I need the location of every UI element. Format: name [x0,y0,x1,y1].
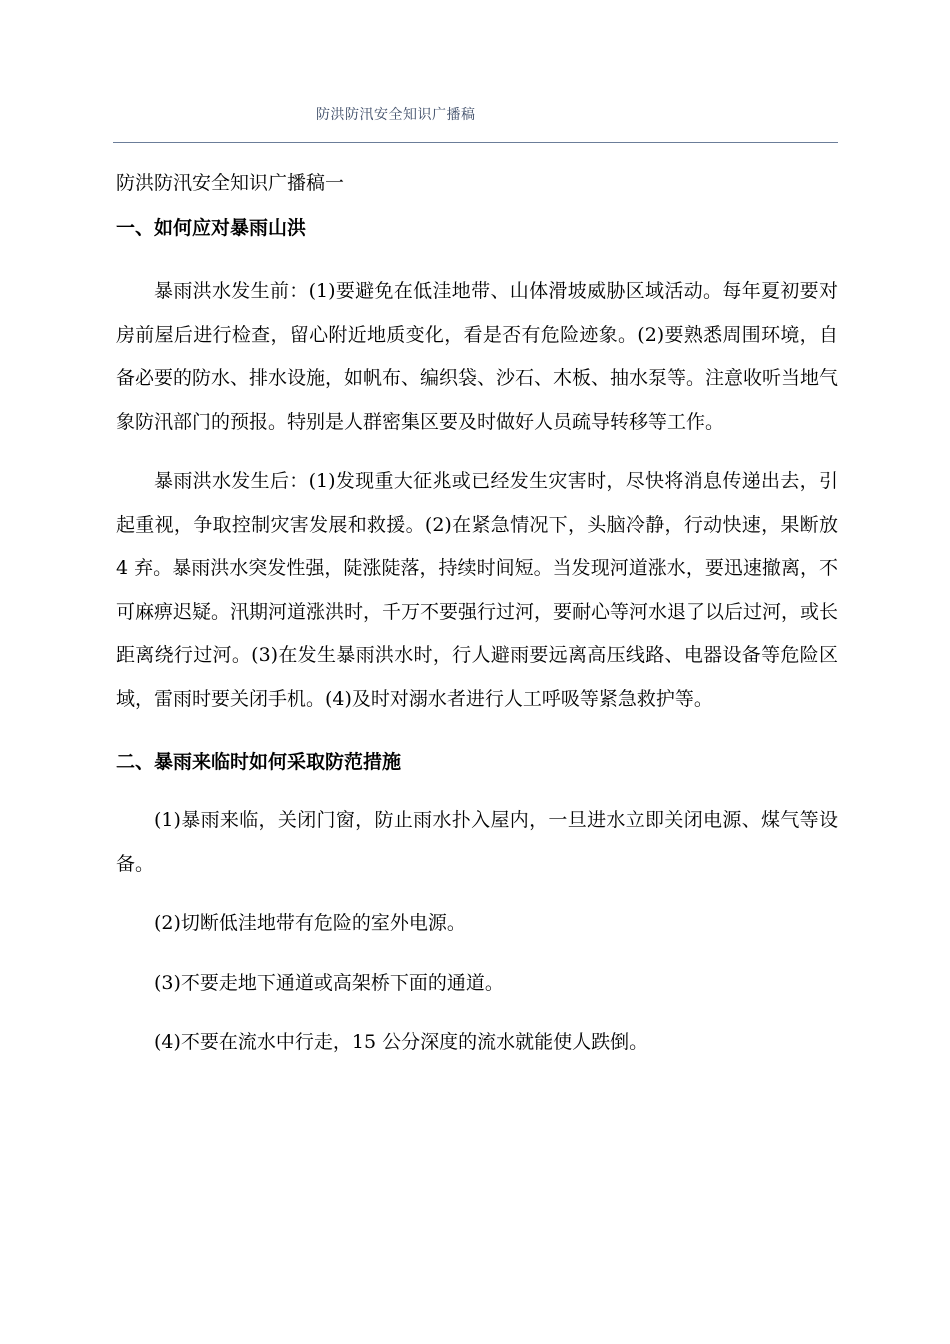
measure-item-3: (3)不要走地下通道或高架桥下面的通道。 [154,971,504,994]
measure-item-2: (2)切断低洼地带有危险的室外电源。 [154,912,466,934]
running-header-title: 防洪防汛安全知识广播稿 [316,107,476,123]
measure-item-1: (1)暴雨来临，关闭门窗，防止雨水扑入屋内，一旦进水立即关闭电源、煤气等设备。 [116,809,838,875]
document-body [116,160,838,1065]
document-title: 防洪防汛安全知识广播稿一 [116,172,345,194]
section-heading-2: 二、暴雨来临时如何采取防范措施 [116,751,402,773]
section-heading-1: 一、如何应对暴雨山洪 [116,217,307,239]
measure-item-4: (4)不要在流水中行走，15 公分深度的流水就能使人跌倒。 [154,1031,649,1053]
paragraph-after-flood: 暴雨洪水发生后：(1)发现重大征兆或已经发生灾害时，尽快将消息传递出去，引起重视，争取控制灾害发展和救援。(2)在紧急情况下，头脑冷静，行动快速，果断放 4 弃。暴雨洪水突发性强，陡涨陡落，持续时间短。当发现河道涨水，要迅速撤离，不可麻痹迟疑。汛期河道涨洪时，千万不要强行过河，要耐心等河水退了以后过河，或长距离绕行过河。(3)在发生暴雨洪水时，行人避雨要远离高压线路、电器设备等危险区域，雷雨时要关闭手机。(4)及时对溺水者进行人工呼吸等紧急救护等。 [116,470,839,710]
paragraph-before-flood: 暴雨洪水发生前：(1)要避免在低洼地带、山体滑坡威胁区域活动。每年夏初要对房前屋后进行检查，留心附近地质变化，看是否有危险迹象。(2)要熟悉周围环境，自备必要的防水、排水设施，如帆布、编织袋、沙石、木板、抽水泵等。注意收听当地气象防汛部门的预报。特别是人群密集区要及时做好人员疏导转移等工作。 [116,280,839,433]
header-divider [113,142,838,143]
